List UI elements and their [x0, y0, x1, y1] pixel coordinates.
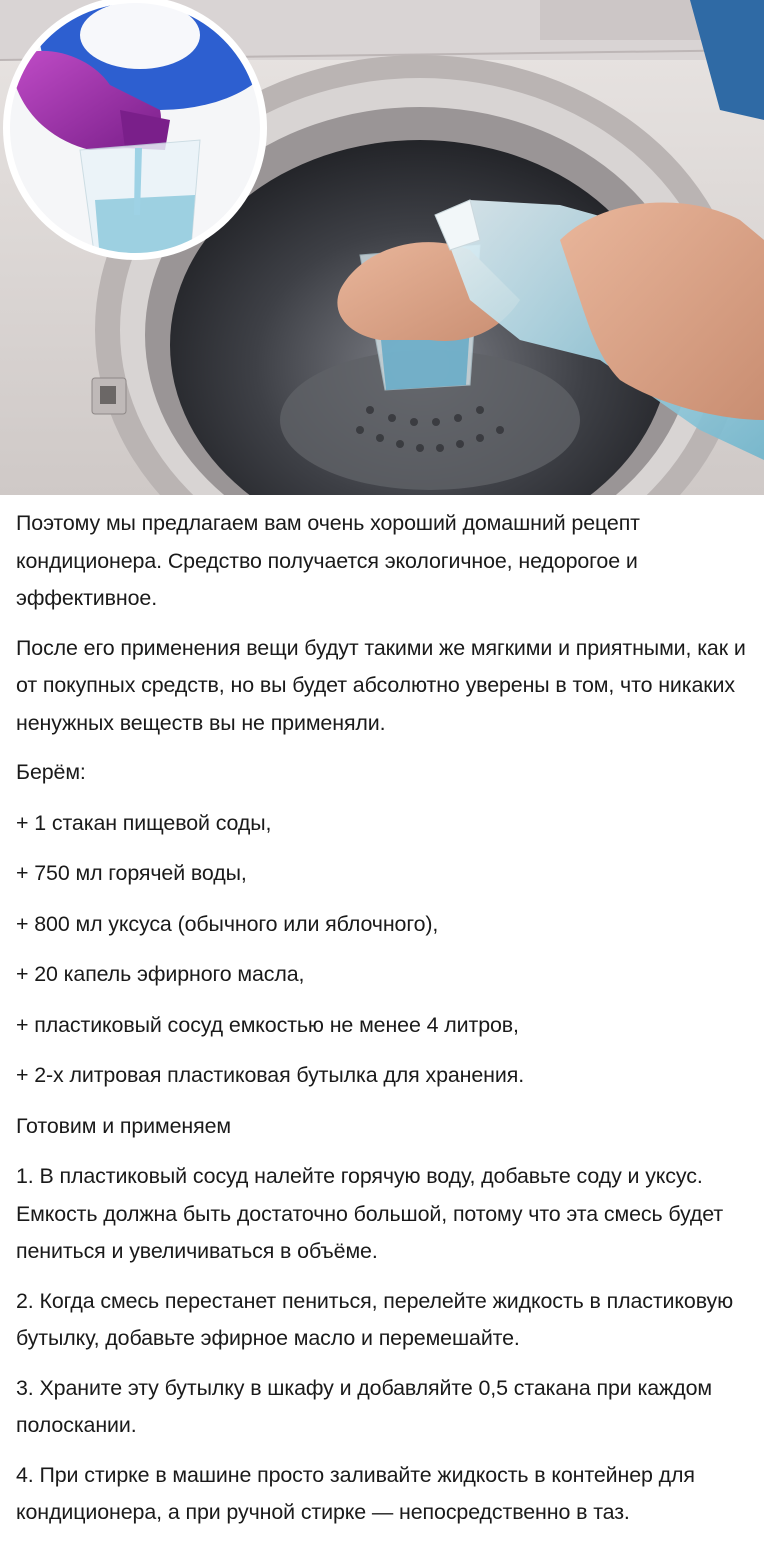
- ingredient-item: + 800 мл уксуса (обычного или яблочного),: [16, 911, 439, 936]
- ingredient-item: + 2-х литровая пластиковая бутылка для хранения.: [16, 1063, 525, 1087]
- washing-machine-softener-photo: [0, 0, 764, 495]
- ingredient-item: + 1 стакан пищевой соды,: [16, 810, 272, 835]
- article: [16, 505, 758, 1544]
- step-item: 4. При стирке в машине просто заливайте жидкость в контейнер для кондиционера, а при ручной стирке — непосредственно в таз.: [16, 1462, 695, 1524]
- step-item: 2. Когда смесь перестанет пениться, перелейте жидкость в пластиковую бутылку, добавьте эфирное масло и перемешайте.: [16, 1288, 734, 1350]
- benefit-paragraph: После его применения вещи будут такими же мягкими и приятными, как и от покупных средств, но вы будет абсолютно уверены в том, что никаких ненужных веществ вы не применяли.: [16, 635, 746, 735]
- ingredient-item: + 750 мл горячей воды,: [16, 861, 247, 885]
- ingredients-heading: Берём:: [16, 760, 86, 784]
- ingredient-item: + 20 капель эфирного масла,: [16, 962, 305, 986]
- intro-paragraph: Поэтому мы предлагаем вам очень хороший домашний рецепт кондиционера. Средство получается экологичное, недорогое и эффективное.: [16, 511, 640, 610]
- ingredient-item: + пластиковый сосуд емкостью не менее 4 литров,: [16, 1012, 519, 1037]
- step-item: 1. В пластиковый сосуд налейте горячую воду, добавьте соду и уксус. Емкость должна быть достаточно большой, потому что эта смесь будет пениться и увеличиваться в объёме.: [16, 1164, 724, 1263]
- steps-heading: Готовим и применяем: [16, 1113, 232, 1138]
- hero-photo: [0, 0, 764, 495]
- step-item: 3. Храните эту бутылку в шкафу и добавляйте 0,5 стакана при каждом полоскании.: [16, 1375, 712, 1437]
